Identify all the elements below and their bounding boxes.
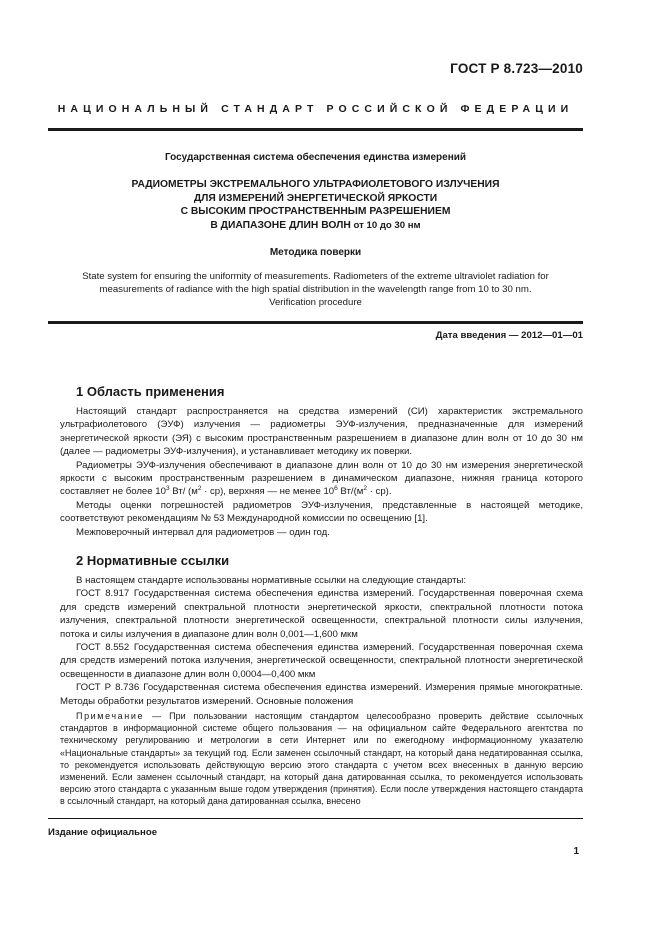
note-text: — При пользовании настоящим стандартом целесообразно проверить действие ссылочных стандартов в информационной системе общего пользования — на официальном сайте Федерального агентства по техническому регулированию и метрологии в сети Интернет или по ежегодному информационному указателю «Национальные стандарты» за текущий год. Если заменен ссылочный стандарт, на который дана недатированная ссылка, то рекомендуется использовать действующую версию этого стандарта с учетом всех внесенных в данную версию изменений. Если заменен ссылочный стандарт, на который дана датированная ссылка, то рекомендуется использовать версию этого стандарта с указанным выше годом утверждения (принятия). Если после утверждения настоящего стандарта в ссылочный стандарт, на который дана датированная ссылка, внесено <box>60 711 583 807</box>
title-line-text: В ДИАПАЗОНЕ ДЛИН ВОЛН <box>210 219 351 231</box>
paragraph: ГОСТ Р 8.736 Государственная система обеспечения единства измерений. Измерения прямые многократные. Методы обработки результатов измерений. Основные положения <box>60 682 583 707</box>
method-subtitle: Методика поверки <box>269 247 362 258</box>
edition-label: Издание официальное <box>48 827 158 838</box>
page-number: 1 <box>573 846 579 857</box>
section-1-heading: 1 Область применения <box>76 384 225 399</box>
note-block <box>60 710 583 808</box>
note-paragraph <box>60 710 583 808</box>
paragraph: Межповерочный интервал для радиометров — один год. <box>76 526 330 538</box>
document-title <box>48 178 583 232</box>
paragraph: ГОСТ 8.552 Государственная система обеспечения единства измерений. Государственная поверочная схема для средств измерений потока излучения, энергетической освещенности, спектральной плотности энергетической освещенности в диапазоне длин волн 0,0004—0,400 мкм <box>60 642 583 680</box>
title-line: ДЛЯ ИЗМЕРЕНИЙ ЭНЕРГЕТИЧЕСКОЙ ЯРКОСТИ <box>193 192 438 204</box>
national-standard-banner: НАЦИОНАЛЬНЫЙ СТАНДАРТ РОССИЙСКОЙ ФЕДЕРАЦИИ <box>57 103 574 115</box>
title-suffix: от 10 до 30 нм <box>350 219 421 231</box>
paragraph: ГОСТ 8.917 Государственная система обеспечения единства измерений. Государственная поверочная схема для средств измерений спектральной плотности энергетической яркости, спектральной плотности потока излучения, спектральной плотности энергетической освещенности, спектральной плотности силы излучения, потока и силы излучения в диапазоне длин волн 0,001—1,600 мкм <box>60 588 583 640</box>
system-title: Государственная система обеспечения единства измерений <box>164 152 467 163</box>
note-label: Примечание <box>76 711 145 722</box>
title-line <box>48 219 583 233</box>
introduction-date: Дата введения — 2012—01—01 <box>435 330 583 341</box>
paragraph: В настоящем стандарте использованы нормативные ссылки на следующие стандарты: <box>76 575 467 586</box>
paragraph: Методы оценки погрешностей радиометров ЭУФ-излучения, представленные в настоящей методике, соответствуют рекомендациям № 53 Международной комиссии по освещению [1]. <box>60 499 583 525</box>
section-2-body <box>60 574 583 808</box>
paragraph: Настоящий стандарт распространяется на средства измерений (СИ) характеристик экстремального ультрафиолетового (ЭУФ) излучения — радиометры ЭУФ-излучения, предназначенные для измерений энергетической яркости (ЭЯ) с высоким пространственным разрешением в диапазоне длин волн от 10 до 30 нм (далее — радиометры ЭУФ-излучения), и устанавливает методику их поверки. <box>60 406 583 458</box>
footer-rule <box>48 818 583 819</box>
english-line: measurements of radiance with the high spatial distribution in the wavelength range from 10 to 30 nm. <box>99 284 532 295</box>
title-line: РАДИОМЕТРЫ ЭКСТРЕМАЛЬНОГО УЛЬТРАФИОЛЕТОВОГО ИЗЛУЧЕНИЯ <box>131 179 500 190</box>
document-code: ГОСТ Р 8.723—2010 <box>450 61 583 76</box>
section-1-body <box>60 405 583 539</box>
english-line: Verification procedure <box>269 297 362 308</box>
top-rule <box>48 128 583 131</box>
section-2-heading: 2 Нормативные ссылки <box>76 553 230 568</box>
title-line: С ВЫСОКИМ ПРОСТРАНСТВЕННЫМ РАЗРЕШЕНИЕМ <box>180 206 451 217</box>
title-bottom-rule <box>48 321 583 324</box>
paragraph: Радиометры ЭУФ-излучения обеспечивают в диапазоне длин волн от 10 до 30 нм измерения энергетической яркости с высоким пространственным разрешением в динамическом диапазоне, нижняя граница которого составляет не более $10^3$ Вт/ $(м^2 \cdot ср)$, верхняя — не менее $10^6$ $Вт/(м^2 \cdot ср)$. <box>60 459 583 498</box>
english-title <box>48 270 583 309</box>
english-line: State system for ensuring the uniformity of measurements. Radiometers of the extreme ultraviolet radiation for <box>82 271 549 282</box>
